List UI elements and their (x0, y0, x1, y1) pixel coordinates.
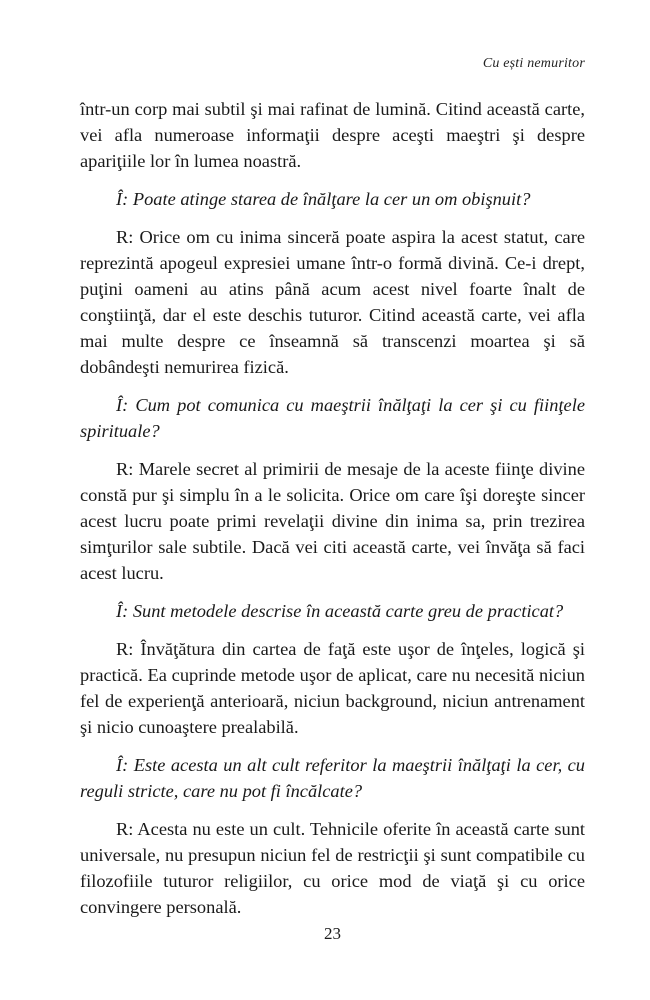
paragraph-answer: R: Marele secret al primirii de mesaje de la aceste fiinţe divine constă pur şi simplu în a le solicita. Orice om care îşi doreşte sincer acest lucru poate primi revelaţii divine din inima sa, prin trezirea simţurilor sale subtile. Dacă vei citi această carte, vei învăţa să faci acest lucru. (80, 459, 585, 583)
paragraph-answer: R: Învăţătura din cartea de faţă este uşor de înţeles, logică şi practică. Ea cuprinde metode uşor de aplicat, care nu necesită niciun fel de experienţă anterioară, niciun background, niciun antrenament şi nicio cunoaştere prealabilă. (80, 639, 585, 737)
paragraph-answer: R: Acesta nu este un cult. Tehnicile oferite în această carte sunt universale, nu presupun niciun fel de restricţii şi sunt compatibile cu filozofiile tuturor religiilor, cu orice mod de viaţă şi cu orice convingere personală. (80, 819, 585, 917)
paragraph-question: Î: Cum pot comunica cu maeştrii înălţaţi la cer şi cu fiinţele spirituale? (80, 395, 585, 441)
paragraph-answer-continued: într-un corp mai subtil şi mai rafinat de lumină. Citind această carte, vei afla numeroase informaţii despre aceşti maeştri şi despre apariţiile lor în lumea noastră. (80, 99, 585, 171)
page-number: 23 (324, 924, 341, 943)
paragraph-question: Î: Sunt metodele descrise în această carte greu de practicat? (116, 601, 564, 621)
paragraph-answer: R: Orice om cu inima sinceră poate aspira la acest statut, care reprezintă apogeul expresiei umane într-o formă divină. Ce-i drept, puţini oameni au atins până acum acest nivel foarte înalt de conştiinţă, dar el este deschis tuturor. Citind această carte, vei afla mai multe despre ce înseamnă să transcenzi moartea şi să dobândeşti nemurirea fizică. (80, 227, 585, 377)
paragraph-question: Î: Este acesta un alt cult referitor la maeştrii înălţaţi la cer, cu reguli stricte, care nu pot fi încălcate? (80, 755, 585, 801)
running-header-title: Cu ești nemuritor (482, 56, 585, 71)
paragraph-question: Î: Poate atinge starea de înălţare la cer un om obişnuit? (116, 189, 531, 209)
page-body (80, 96, 585, 932)
book-page (80, 0, 585, 1000)
